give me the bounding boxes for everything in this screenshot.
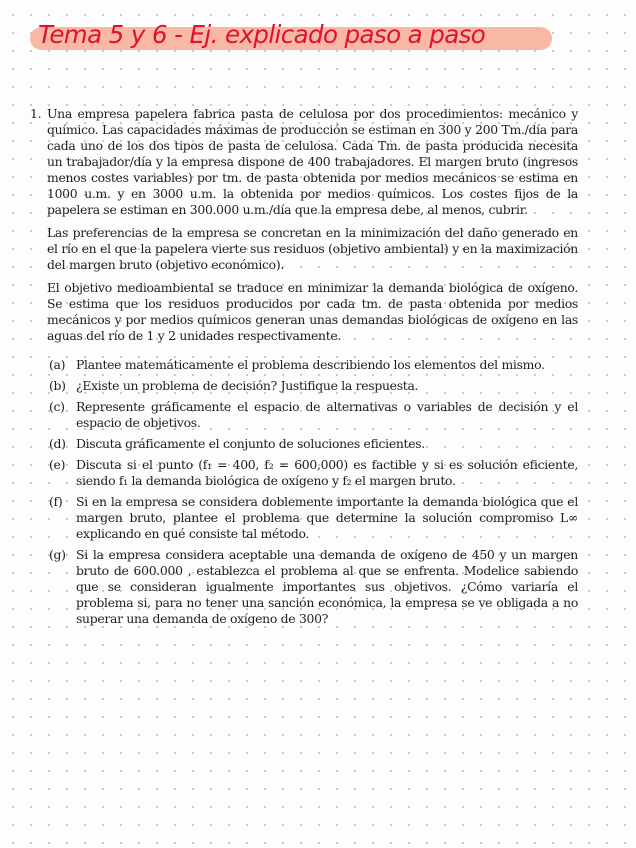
question-label: (d) [49, 436, 66, 451]
preferences-paragraph: Las preferencias de la empresa se concretan en la minimización del daño generado en el río en el que la papelera vierte sus residuos (objetivo ambiental) y en la maximización del margen bruto (objetivo económico). [47, 225, 578, 272]
question-label: (g) [49, 547, 66, 562]
exercise-content [30, 106, 578, 632]
environmental-objective-paragraph: El objetivo medioambiental se traduce en minimizar la demanda biológica de oxígeno. Se estima que los residuos producidos por cada tm. de pasta obtenida por medios mecánicos y por medios químicos generan unas demandas biológicas de oxígeno en las aguas del río de 1 y 2 unidades respectivamente. [47, 280, 578, 343]
problem-number: 1. [30, 106, 42, 121]
question-text: Si en la empresa se considera doblemente importante la demanda biológica que el margen bruto, plantee el problema que determine la solución compromiso L∞ explicando en qué consiste tal método. [76, 494, 578, 541]
question-label: (f) [49, 494, 63, 509]
question-item-b [49, 378, 578, 394]
question-label: (e) [49, 457, 66, 472]
problem-statement-paragraph: Una empresa papelera fabrica pasta de celulosa por dos procedimientos: mecánico y químico. Las capacidades máximas de producción se estiman en 300 y 200 Tm./día para cada uno de los dos tipos de pasta de celulosa. Cada Tm. de pasta producida necesita un trabajador/día y la empresa dispone de 400 trabajadores. El margen bruto (ingresos menos costes variables) por tm. de pasta obtenida por medios mecánicos se estima en 1000 u.m. y en 3000 u.m. la obtenida por medios químicos. Los costes fijos de la papelera se estiman en 300.000 u.m./día que la empresa debe, al menos, cubrir. [47, 106, 578, 217]
question-label: (c) [49, 399, 65, 414]
question-item-a [49, 357, 578, 373]
question-label: (b) [49, 378, 66, 393]
page-title: Tema 5 y 6 - Ej. explicado paso a paso [38, 20, 486, 49]
question-text: Discuta gráficamente el conjunto de soluciones eficientes. [76, 436, 425, 451]
problem-1 [30, 106, 578, 632]
question-item-d [49, 436, 578, 452]
question-item-c [49, 399, 578, 431]
question-text: ¿Existe un problema de decisión? Justifique la respuesta. [76, 378, 419, 393]
question-text: Plantee matemáticamente el problema describiendo los elementos del mismo. [76, 357, 545, 372]
question-item-f [49, 494, 578, 542]
question-item-e [49, 457, 578, 489]
question-list [47, 357, 578, 627]
problem-body [47, 106, 578, 632]
handwritten-title-banner [30, 20, 552, 54]
question-text: Represente gráficamente el espacio de alternativas o variables de decisión y el espacio de objetivos. [76, 399, 578, 430]
question-text: Discuta si el punto (f₁ = 400, f₂ = 600,000) es factible y si es solución eficiente, siendo f₁ la demanda biológica de oxígeno y f₂ el margen bruto. [76, 457, 578, 488]
question-label: (a) [49, 357, 66, 372]
question-item-g [49, 547, 578, 627]
question-text: Si la empresa considera aceptable una demanda de oxígeno de 450 y un margen bruto de 600.000 , establezca el problema al que se enfrenta. Modelice sabiendo que se consideran igualmente importantes sus objetivos. ¿Cómo variaría el problema si, para no tener una sanción económica, la empresa se ve obligada a no superar una demanda de oxígeno de 300? [76, 547, 578, 626]
